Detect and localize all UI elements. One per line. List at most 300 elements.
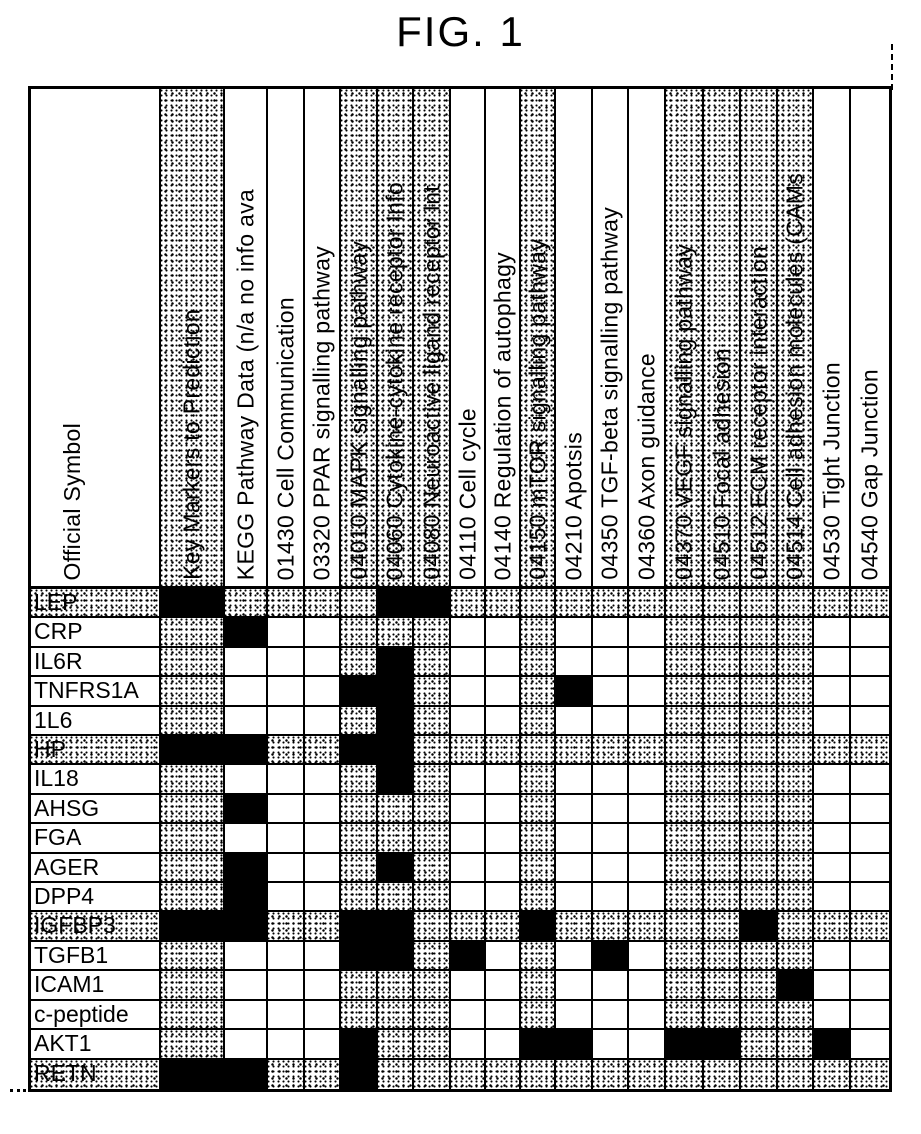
matrix-cell-tnfrs1a-04530 — [814, 677, 851, 706]
matrix-cell-fga-key — [161, 824, 225, 853]
matrix-cell-tnfrs1a-04060 — [378, 677, 414, 706]
matrix-cell-icam1-04350 — [593, 971, 629, 1000]
row-label-text: IGFBP3 — [34, 912, 116, 939]
column-header-label: 04140 Regulation of autophagy — [489, 251, 515, 580]
matrix-cell-icam1-04510 — [704, 971, 741, 1000]
matrix-cell-tnfrs1a-04540 — [851, 677, 889, 706]
matrix-cell-c-peptide-04360 — [629, 1001, 666, 1030]
matrix-cell-il18-04060 — [378, 765, 414, 794]
matrix-cell-igfbp3-key — [161, 912, 225, 941]
matrix-cell-tnfrs1a-04110 — [451, 677, 486, 706]
matrix-cell-icam1-04110 — [451, 971, 486, 1000]
matrix-cell-c-peptide-key — [161, 1001, 225, 1030]
matrix-cell-1l6-04530 — [814, 707, 851, 736]
matrix-cell-retn-04060 — [378, 1060, 414, 1089]
row-label-fga — [31, 824, 161, 853]
row-label-text: AGER — [34, 853, 100, 880]
matrix-cell-tnfrs1a-01430 — [268, 677, 305, 706]
row-label-text: CRP — [34, 618, 83, 645]
column-header-03320 — [305, 89, 341, 589]
matrix-cell-igfbp3-04512 — [741, 912, 778, 941]
matrix-cell-tgfb1-04350 — [593, 942, 629, 971]
matrix-cell-1l6-04510 — [704, 707, 741, 736]
matrix-cell-akt1-04514 — [778, 1030, 814, 1059]
matrix-cell-akt1-kegg — [225, 1030, 268, 1059]
column-header-04210 — [556, 89, 593, 589]
matrix-cell-c-peptide-04370 — [666, 1001, 704, 1030]
matrix-cell-fga-04540 — [851, 824, 889, 853]
matrix-cell-crp-04514 — [778, 618, 814, 647]
matrix-cell-igfbp3-04010 — [341, 912, 378, 941]
matrix-cell-tgfb1-04540 — [851, 942, 889, 971]
matrix-cell-retn-04370 — [666, 1060, 704, 1089]
matrix-cell-akt1-04140 — [486, 1030, 521, 1059]
matrix-cell-icam1-04512 — [741, 971, 778, 1000]
column-header-04110 — [451, 89, 486, 589]
matrix-cell-c-peptide-04080 — [414, 1001, 451, 1030]
matrix-cell-il6r-03320 — [305, 648, 341, 677]
matrix-cell-c-peptide-04350 — [593, 1001, 629, 1030]
matrix-cell-icam1-kegg — [225, 971, 268, 1000]
matrix-cell-ager-kegg — [225, 854, 268, 883]
row-label-text: TGFB1 — [34, 941, 109, 968]
matrix-cell-1l6-04370 — [666, 707, 704, 736]
matrix-cell-dpp4-04060 — [378, 883, 414, 912]
matrix-cell-tgfb1-04010 — [341, 942, 378, 971]
matrix-cell-dpp4-03320 — [305, 883, 341, 912]
matrix-cell-icam1-04370 — [666, 971, 704, 1000]
matrix-cell-dpp4-04150 — [521, 883, 556, 912]
matrix-cell-igfbp3-04360 — [629, 912, 666, 941]
matrix-cell-tgfb1-key — [161, 942, 225, 971]
matrix-cell-c-peptide-04060 — [378, 1001, 414, 1030]
column-header-label: 01430 Cell Communication — [272, 296, 298, 580]
matrix-cell-tnfrs1a-04360 — [629, 677, 666, 706]
matrix-cell-il18-01430 — [268, 765, 305, 794]
matrix-cell-fga-04512 — [741, 824, 778, 853]
matrix-cell-tnfrs1a-04210 — [556, 677, 593, 706]
matrix-cell-c-peptide-04140 — [486, 1001, 521, 1030]
matrix-cell-hp-04514 — [778, 736, 814, 765]
matrix-cell-icam1-04530 — [814, 971, 851, 1000]
matrix-cell-hp-04140 — [486, 736, 521, 765]
row-label-text: IL18 — [34, 765, 79, 792]
matrix-cell-tgfb1-04110 — [451, 942, 486, 971]
matrix-cell-crp-04512 — [741, 618, 778, 647]
matrix-cell-c-peptide-04510 — [704, 1001, 741, 1030]
matrix-cell-ahsg-04510 — [704, 795, 741, 824]
column-header-01430 — [268, 89, 305, 589]
matrix-cell-tnfrs1a-04150 — [521, 677, 556, 706]
matrix-cell-dpp4-04512 — [741, 883, 778, 912]
matrix-cell-akt1-04110 — [451, 1030, 486, 1059]
matrix-cell-hp-04010 — [341, 736, 378, 765]
matrix-cell-retn-04540 — [851, 1060, 889, 1089]
matrix-cell-fga-04140 — [486, 824, 521, 853]
column-header-label: 04514 Cell adhesion molecules (CAMs — [781, 173, 808, 580]
matrix-cell-igfbp3-04210 — [556, 912, 593, 941]
matrix-cell-hp-04510 — [704, 736, 741, 765]
matrix-cell-lep-04150 — [521, 589, 556, 618]
matrix-cell-retn-04080 — [414, 1060, 451, 1089]
column-header-label: 03320 PPAR signalling pathway — [308, 245, 335, 580]
column-header-label: 04540 Gap Junction — [856, 368, 883, 580]
matrix-cell-akt1-04060 — [378, 1030, 414, 1059]
matrix-cell-akt1-04010 — [341, 1030, 378, 1059]
matrix-cell-1l6-04540 — [851, 707, 889, 736]
matrix-cell-crp-04210 — [556, 618, 593, 647]
matrix-cell-tgfb1-kegg — [225, 942, 268, 971]
column-header-label: 04350 TGF-beta signalling pathway — [596, 207, 623, 580]
matrix-cell-ager-04350 — [593, 854, 629, 883]
matrix-cell-akt1-04080 — [414, 1030, 451, 1059]
matrix-cell-il6r-04370 — [666, 648, 704, 677]
pathway-matrix-table — [28, 86, 892, 1092]
matrix-cell-retn-01430 — [268, 1060, 305, 1089]
matrix-cell-igfbp3-04370 — [666, 912, 704, 941]
matrix-cell-akt1-04360 — [629, 1030, 666, 1059]
matrix-cell-1l6-04360 — [629, 707, 666, 736]
matrix-cell-akt1-04540 — [851, 1030, 889, 1059]
matrix-cell-il6r-04210 — [556, 648, 593, 677]
column-header-04514 — [778, 89, 814, 589]
matrix-cell-crp-04110 — [451, 618, 486, 647]
matrix-cell-1l6-04210 — [556, 707, 593, 736]
matrix-cell-il6r-04150 — [521, 648, 556, 677]
matrix-cell-hp-04512 — [741, 736, 778, 765]
matrix-cell-fga-04010 — [341, 824, 378, 853]
matrix-cell-1l6-04514 — [778, 707, 814, 736]
row-label-text: AKT1 — [34, 1030, 92, 1057]
matrix-cell-crp-04370 — [666, 618, 704, 647]
matrix-cell-hp-03320 — [305, 736, 341, 765]
matrix-cell-1l6-04150 — [521, 707, 556, 736]
matrix-cell-tgfb1-04150 — [521, 942, 556, 971]
matrix-cell-ager-04110 — [451, 854, 486, 883]
column-header-04370 — [666, 89, 704, 589]
row-label-dpp4 — [31, 883, 161, 912]
column-header-label: 04510 Focal adhesion — [708, 347, 734, 580]
matrix-cell-akt1-04512 — [741, 1030, 778, 1059]
matrix-cell-1l6-04060 — [378, 707, 414, 736]
matrix-cell-crp-04150 — [521, 618, 556, 647]
row-label-il6r — [31, 648, 161, 677]
corner-header-official-symbol — [31, 89, 161, 589]
column-header-key — [161, 89, 225, 589]
matrix-cell-icam1-04150 — [521, 971, 556, 1000]
matrix-cell-dpp4-04350 — [593, 883, 629, 912]
matrix-cell-1l6-key — [161, 707, 225, 736]
matrix-cell-akt1-04150 — [521, 1030, 556, 1059]
matrix-cell-hp-04080 — [414, 736, 451, 765]
matrix-cell-igfbp3-04080 — [414, 912, 451, 941]
matrix-cell-tgfb1-04512 — [741, 942, 778, 971]
row-label-ager — [31, 854, 161, 883]
row-label-text: 1L6 — [34, 706, 73, 733]
matrix-cell-fga-04514 — [778, 824, 814, 853]
matrix-cell-igfbp3-04350 — [593, 912, 629, 941]
matrix-cell-retn-04150 — [521, 1060, 556, 1089]
matrix-cell-1l6-04350 — [593, 707, 629, 736]
matrix-cell-ahsg-04010 — [341, 795, 378, 824]
matrix-cell-igfbp3-04540 — [851, 912, 889, 941]
matrix-cell-crp-04080 — [414, 618, 451, 647]
matrix-cell-ager-04512 — [741, 854, 778, 883]
matrix-cell-tgfb1-03320 — [305, 942, 341, 971]
row-label-1l6 — [31, 707, 161, 736]
row-label-hp — [31, 736, 161, 765]
matrix-cell-dpp4-04210 — [556, 883, 593, 912]
matrix-cell-lep-04140 — [486, 589, 521, 618]
row-label-ahsg — [31, 795, 161, 824]
matrix-cell-il6r-04080 — [414, 648, 451, 677]
matrix-cell-crp-04540 — [851, 618, 889, 647]
matrix-cell-icam1-04080 — [414, 971, 451, 1000]
matrix-cell-icam1-04140 — [486, 971, 521, 1000]
matrix-cell-crp-04010 — [341, 618, 378, 647]
matrix-cell-fga-04110 — [451, 824, 486, 853]
matrix-cell-igfbp3-04514 — [778, 912, 814, 941]
column-header-label: 04110 Cell cycle — [454, 408, 480, 580]
matrix-cell-hp-kegg — [225, 736, 268, 765]
matrix-cell-ager-04060 — [378, 854, 414, 883]
matrix-cell-il6r-key — [161, 648, 225, 677]
matrix-cell-igfbp3-04140 — [486, 912, 521, 941]
matrix-cell-lep-01430 — [268, 589, 305, 618]
matrix-cell-tnfrs1a-04140 — [486, 677, 521, 706]
cut-mark-top-right — [891, 44, 893, 90]
matrix-cell-il18-04514 — [778, 765, 814, 794]
matrix-cell-c-peptide-04010 — [341, 1001, 378, 1030]
matrix-cell-icam1-04540 — [851, 971, 889, 1000]
matrix-cell-ager-04210 — [556, 854, 593, 883]
matrix-cell-igfbp3-04510 — [704, 912, 741, 941]
matrix-cell-il18-04210 — [556, 765, 593, 794]
matrix-cell-lep-04060 — [378, 589, 414, 618]
column-header-04080 — [414, 89, 451, 589]
matrix-cell-retn-04140 — [486, 1060, 521, 1089]
matrix-cell-retn-04110 — [451, 1060, 486, 1089]
cut-mark-bottom-left — [10, 1089, 32, 1092]
matrix-cell-lep-04530 — [814, 589, 851, 618]
matrix-cell-1l6-03320 — [305, 707, 341, 736]
column-header-04010 — [341, 89, 378, 589]
matrix-cell-hp-04540 — [851, 736, 889, 765]
matrix-cell-il18-04150 — [521, 765, 556, 794]
matrix-cell-ahsg-04530 — [814, 795, 851, 824]
matrix-cell-dpp4-04140 — [486, 883, 521, 912]
matrix-cell-tgfb1-04514 — [778, 942, 814, 971]
matrix-cell-fga-03320 — [305, 824, 341, 853]
matrix-cell-lep-04512 — [741, 589, 778, 618]
row-label-c-peptide — [31, 1001, 161, 1030]
matrix-cell-igfbp3-04150 — [521, 912, 556, 941]
row-label-text: c-peptide — [34, 1000, 129, 1027]
matrix-cell-hp-01430 — [268, 736, 305, 765]
matrix-cell-igfbp3-04060 — [378, 912, 414, 941]
matrix-cell-retn-04512 — [741, 1060, 778, 1089]
matrix-cell-il6r-04110 — [451, 648, 486, 677]
column-header-label: 04210 Apotsis — [560, 431, 586, 580]
matrix-cell-hp-04150 — [521, 736, 556, 765]
row-label-igfbp3 — [31, 912, 161, 941]
matrix-cell-tnfrs1a-03320 — [305, 677, 341, 706]
column-header-label: 04060 Cytokine-cytokine receptor Info — [381, 181, 408, 580]
matrix-cell-lep-04510 — [704, 589, 741, 618]
matrix-cell-lep-04360 — [629, 589, 666, 618]
row-label-text: FGA — [34, 824, 82, 851]
matrix-cell-crp-04530 — [814, 618, 851, 647]
matrix-cell-tgfb1-04360 — [629, 942, 666, 971]
row-label-text: TNFRS1A — [34, 677, 139, 704]
matrix-cell-lep-04010 — [341, 589, 378, 618]
row-label-text: RETN — [34, 1059, 97, 1086]
matrix-cell-il18-04080 — [414, 765, 451, 794]
row-label-tgfb1 — [31, 942, 161, 971]
matrix-cell-lep-03320 — [305, 589, 341, 618]
matrix-cell-crp-03320 — [305, 618, 341, 647]
matrix-cell-dpp4-01430 — [268, 883, 305, 912]
matrix-cell-lep-key — [161, 589, 225, 618]
matrix-cell-il6r-04060 — [378, 648, 414, 677]
matrix-cell-ahsg-04370 — [666, 795, 704, 824]
column-header-label: 04010 MAPK signalling pathway — [345, 241, 371, 580]
matrix-cell-ager-04150 — [521, 854, 556, 883]
matrix-cell-1l6-04110 — [451, 707, 486, 736]
matrix-cell-retn-04514 — [778, 1060, 814, 1089]
matrix-cell-ahsg-04080 — [414, 795, 451, 824]
matrix-cell-hp-04110 — [451, 736, 486, 765]
matrix-cell-tnfrs1a-key — [161, 677, 225, 706]
matrix-cell-hp-key — [161, 736, 225, 765]
matrix-cell-retn-03320 — [305, 1060, 341, 1089]
matrix-cell-ager-04370 — [666, 854, 704, 883]
matrix-cell-hp-04360 — [629, 736, 666, 765]
matrix-cell-ager-04140 — [486, 854, 521, 883]
matrix-cell-ahsg-04140 — [486, 795, 521, 824]
matrix-cell-dpp4-04530 — [814, 883, 851, 912]
column-header-label: 04150 mTOR signalling pathway — [524, 239, 550, 580]
matrix-cell-igfbp3-04110 — [451, 912, 486, 941]
matrix-cell-lep-04080 — [414, 589, 451, 618]
matrix-cell-crp-04510 — [704, 618, 741, 647]
matrix-cell-ahsg-04060 — [378, 795, 414, 824]
matrix-cell-fga-04150 — [521, 824, 556, 853]
matrix-cell-il18-04512 — [741, 765, 778, 794]
matrix-cell-fga-kegg — [225, 824, 268, 853]
matrix-cell-fga-04510 — [704, 824, 741, 853]
matrix-cell-tgfb1-04140 — [486, 942, 521, 971]
matrix-cell-crp-04360 — [629, 618, 666, 647]
matrix-cell-akt1-04530 — [814, 1030, 851, 1059]
row-label-icam1 — [31, 971, 161, 1000]
matrix-cell-il6r-04530 — [814, 648, 851, 677]
matrix-cell-dpp4-04010 — [341, 883, 378, 912]
matrix-cell-il6r-kegg — [225, 648, 268, 677]
matrix-cell-ahsg-04350 — [593, 795, 629, 824]
matrix-cell-igfbp3-04530 — [814, 912, 851, 941]
matrix-cell-ahsg-04540 — [851, 795, 889, 824]
matrix-cell-retn-04360 — [629, 1060, 666, 1089]
matrix-cell-lep-04514 — [778, 589, 814, 618]
matrix-cell-igfbp3-03320 — [305, 912, 341, 941]
matrix-cell-ahsg-01430 — [268, 795, 305, 824]
matrix-cell-tnfrs1a-kegg — [225, 677, 268, 706]
matrix-cell-ahsg-04360 — [629, 795, 666, 824]
matrix-cell-il6r-04010 — [341, 648, 378, 677]
matrix-cell-c-peptide-04540 — [851, 1001, 889, 1030]
column-header-04360 — [629, 89, 666, 589]
matrix-cell-ahsg-04110 — [451, 795, 486, 824]
matrix-cell-il6r-04540 — [851, 648, 889, 677]
matrix-cell-ager-01430 — [268, 854, 305, 883]
column-header-04350 — [593, 89, 629, 589]
matrix-cell-fga-01430 — [268, 824, 305, 853]
column-header-04150 — [521, 89, 556, 589]
matrix-cell-il18-kegg — [225, 765, 268, 794]
matrix-cell-dpp4-04510 — [704, 883, 741, 912]
matrix-cell-il6r-04514 — [778, 648, 814, 677]
row-label-text: ICAM1 — [34, 971, 105, 998]
matrix-cell-il18-04370 — [666, 765, 704, 794]
matrix-cell-ager-key — [161, 854, 225, 883]
matrix-cell-dpp4-kegg — [225, 883, 268, 912]
matrix-cell-retn-04510 — [704, 1060, 741, 1089]
column-header-label: 04530 Tight Junction — [818, 361, 844, 580]
matrix-cell-lep-kegg — [225, 589, 268, 618]
matrix-cell-icam1-01430 — [268, 971, 305, 1000]
matrix-cell-igfbp3-01430 — [268, 912, 305, 941]
matrix-cell-il6r-04512 — [741, 648, 778, 677]
row-label-crp — [31, 618, 161, 647]
row-label-text: AHSG — [34, 794, 100, 821]
matrix-cell-ager-04010 — [341, 854, 378, 883]
column-header-label: Key Markers to Prediction — [178, 309, 205, 580]
matrix-cell-crp-04140 — [486, 618, 521, 647]
matrix-cell-1l6-04512 — [741, 707, 778, 736]
matrix-cell-hp-04060 — [378, 736, 414, 765]
matrix-cell-c-peptide-04512 — [741, 1001, 778, 1030]
matrix-cell-tnfrs1a-04512 — [741, 677, 778, 706]
column-header-label: 04080 Neuroactive ligand receptor Int — [418, 185, 444, 580]
matrix-cell-dpp4-04370 — [666, 883, 704, 912]
matrix-cell-ahsg-04150 — [521, 795, 556, 824]
matrix-cell-akt1-04510 — [704, 1030, 741, 1059]
row-label-akt1 — [31, 1030, 161, 1059]
matrix-cell-retn-kegg — [225, 1060, 268, 1089]
matrix-cell-1l6-01430 — [268, 707, 305, 736]
matrix-cell-tnfrs1a-04350 — [593, 677, 629, 706]
row-label-tnfrs1a — [31, 677, 161, 706]
matrix-cell-dpp4-04080 — [414, 883, 451, 912]
matrix-cell-igfbp3-kegg — [225, 912, 268, 941]
column-header-label: 04360 Axon guidance — [633, 353, 659, 580]
matrix-cell-il18-04140 — [486, 765, 521, 794]
matrix-cell-akt1-04210 — [556, 1030, 593, 1059]
matrix-cell-1l6-04140 — [486, 707, 521, 736]
matrix-cell-ager-04530 — [814, 854, 851, 883]
matrix-cell-akt1-04350 — [593, 1030, 629, 1059]
row-label-text: DPP4 — [34, 883, 95, 910]
matrix-cell-il6r-01430 — [268, 648, 305, 677]
row-label-retn — [31, 1060, 161, 1089]
matrix-cell-akt1-01430 — [268, 1030, 305, 1059]
matrix-cell-akt1-04370 — [666, 1030, 704, 1059]
matrix-cell-1l6-kegg — [225, 707, 268, 736]
matrix-cell-tnfrs1a-04370 — [666, 677, 704, 706]
matrix-cell-dpp4-04110 — [451, 883, 486, 912]
matrix-cell-lep-04110 — [451, 589, 486, 618]
